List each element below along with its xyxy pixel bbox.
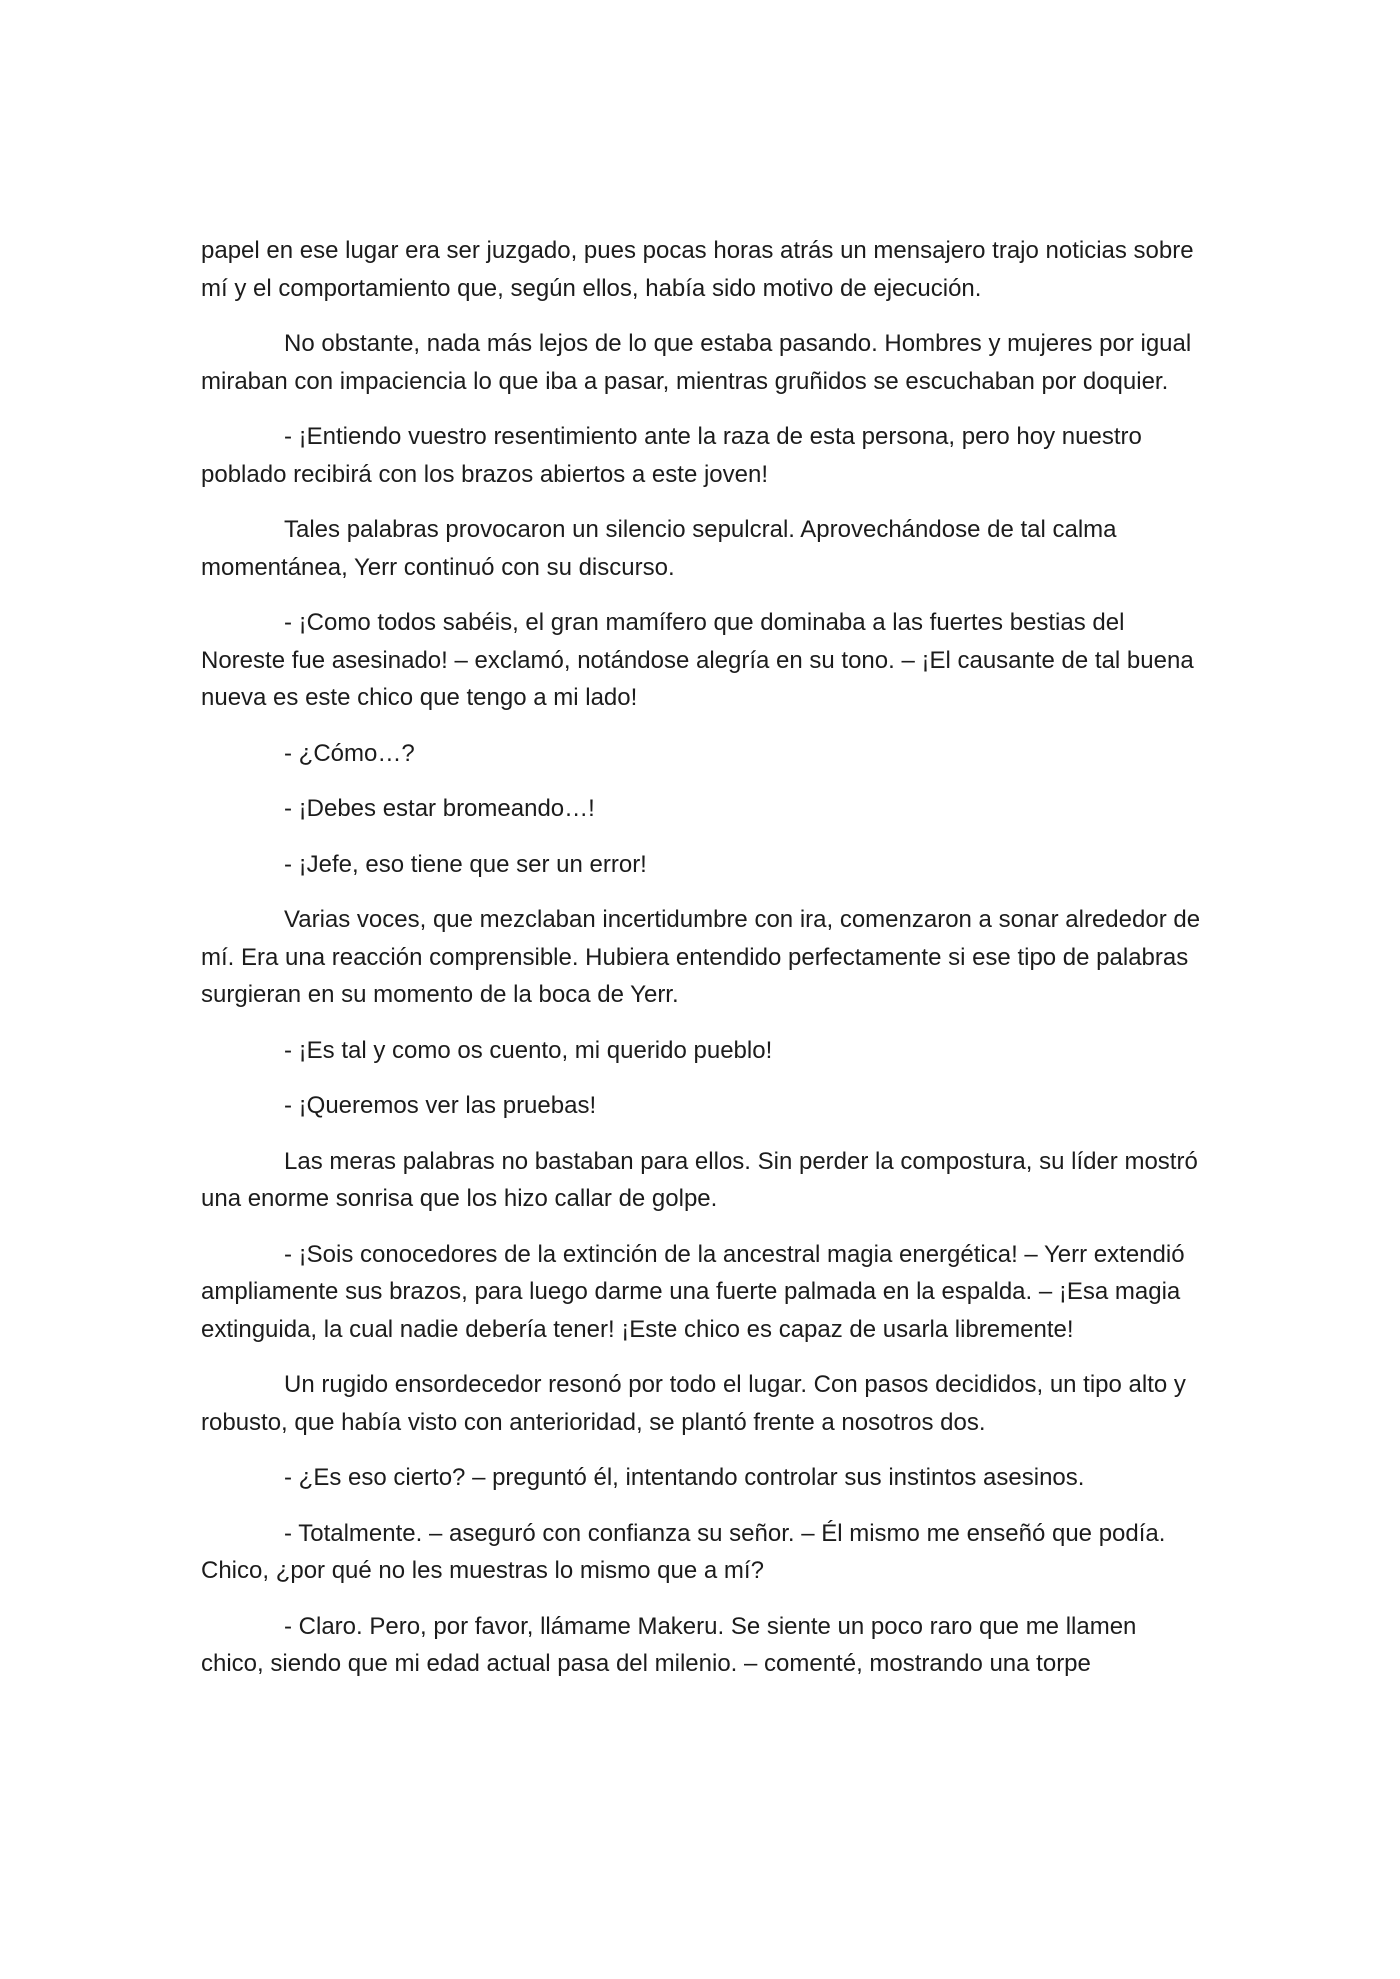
dialogue-line: - ¡Entiendo vuestro resentimiento ante la raza de esta persona, pero hoy nuestro poblado recibirá con los brazos abiertos a este joven! (201, 423, 1142, 488)
document-page (201, 232, 1201, 1701)
paragraph: Tales palabras provocaron un silencio sepulcral. Aprovechándose de tal calma momentánea, Yerr continuó con su discurso. (201, 516, 1117, 581)
dialogue-line: - ¡Sois conocedores de la extinción de la ancestral magia energética! – Yerr extendió ampliamente sus brazos, para luego darme una fuerte palmada en la espalda. – ¡Esa magia extinguida, la cual nadie debería tener! ¡Este chico es capaz de usarla libremente! (201, 1240, 1185, 1343)
paragraph: Un rugido ensordecedor resonó por todo el lugar. Con pasos decididos, un tipo alto y robusto, que había visto con anterioridad, se plantó frente a nosotros dos. (201, 1371, 1186, 1436)
dialogue-line: - ¡Como todos sabéis, el gran mamífero que dominaba a las fuertes bestias del Noreste fue asesinado! – exclamó, notándose alegría en su tono. – ¡El causante de tal buena nueva es este chico que tengo a mi lado! (201, 609, 1194, 711)
paragraph: papel en ese lugar era ser juzgado, pues pocas horas atrás un mensajero trajo noticias sobre mí y el comportamiento que, según ellos, había sido motivo de ejecución. (201, 237, 1194, 302)
paragraph: Las meras palabras no bastaban para ellos. Sin perder la compostura, su líder mostró una enorme sonrisa que los hizo callar de golpe. (201, 1147, 1198, 1212)
dialogue-line: - ¡Queremos ver las pruebas! (284, 1092, 597, 1119)
dialogue-line: - ¿Es eso cierto? – preguntó él, intentando controlar sus instintos asesinos. (284, 1464, 1085, 1491)
dialogue-line: - Totalmente. – aseguró con confianza su señor. – Él mismo me enseñó que podía. Chico, ¿por qué no les muestras lo mismo que a mí? (201, 1519, 1166, 1584)
dialogue-line: - ¡Jefe, eso tiene que ser un error! (284, 850, 647, 878)
paragraph: No obstante, nada más lejos de lo que estaba pasando. Hombres y mujeres por igual miraban con impaciencia lo que iba a pasar, mientras gruñidos se escuchaban por doquier. (201, 330, 1192, 395)
dialogue-line: - Claro. Pero, por favor, llámame Makeru. Se siente un poco raro que me llamen chico, siendo que mi edad actual pasa del milenio. – comenté, mostrando una torpe (201, 1612, 1137, 1677)
dialogue-line: - ¿Cómo…? (284, 739, 415, 767)
paragraph: Varias voces, que mezclaban incertidumbre con ira, comenzaron a sonar alrededor de mí. Era una reacción comprensible. Hubiera entendido perfectamente si ese tipo de palabras surgieran en su momento de la boca de Yerr. (201, 906, 1201, 1008)
dialogue-line: - ¡Es tal y como os cuento, mi querido pueblo! (284, 1036, 773, 1064)
dialogue-line: - ¡Debes estar bromeando…! (284, 795, 595, 822)
